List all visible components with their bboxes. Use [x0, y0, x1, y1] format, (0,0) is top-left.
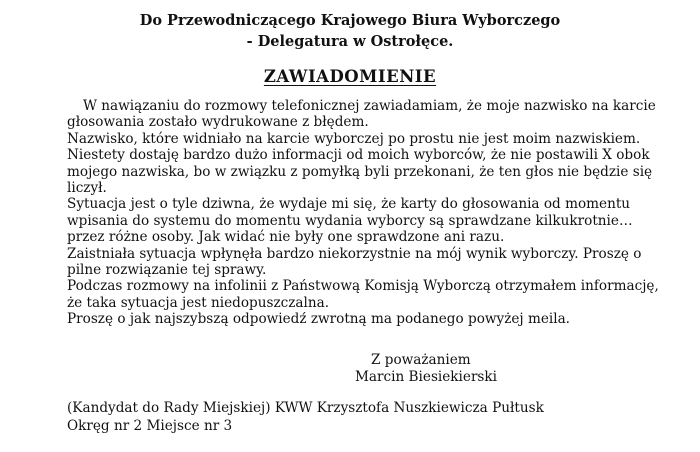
footer-candidate-line: (Kandydat do Rady Miejskiej) KWW Krzysztofa Nuszkiewicza Pułtusk — [67, 400, 544, 416]
body-line: wpisania do systemu do momentu wydania wyborcy są sprawdzane kilkukrotnie… — [67, 212, 633, 229]
body-line: liczył. — [67, 180, 107, 197]
body-line: pilne rozwiązanie tej sprawy. — [67, 262, 267, 279]
body-line: mojego nazwiska, bo w związku z pomyłką byli przekonani, że ten głos nie będzie się — [67, 163, 653, 180]
body-line: Podczas rozmowy na infolinii z Państwową Komisją Wyborczą otrzymałem informację, — [67, 278, 659, 295]
addressee-line-2: - Delegatura w Ostrołęce. — [246, 33, 454, 50]
body-line: W nawiązaniu do rozmowy telefonicznej zawiadamiam, że moje nazwisko na karcie — [83, 98, 656, 114]
body-line: Zaistniała sytuacja wpłynęła bardzo niekorzystnie na mój wynik wyborczy. Proszę o — [67, 245, 642, 262]
body-line: Sytuacja jest o tyle dziwna, że wydaje mi się, że karty do głosowania od momentu — [67, 196, 631, 213]
addressee-line-1: Do Przewodniczącego Krajowego Biura Wyborczego — [139, 12, 561, 29]
body-line: Proszę o jak najszybszą odpowiedź zwrotną ma podanego powyżej meila. — [67, 311, 570, 328]
closing-block — [355, 352, 497, 386]
footer-district-line: Okręg nr 2 Miejsce nr 3 — [67, 417, 233, 434]
body-line: Nazwisko, które widniało na karcie wyborczej po prostu nie jest moim nazwiskiem. — [67, 130, 641, 147]
letter-title: ZAWIADOMIENIE — [263, 67, 437, 86]
letter-body — [67, 98, 697, 328]
body-line: przez różne osoby. Jak widać nie były one sprawdzone ani razu. — [67, 229, 505, 246]
closing-salutation: Z poważaniem — [371, 352, 471, 368]
body-line: Niestety dostaję bardzo dużo informacji od moich wyborców, że nie postawili X obok — [67, 147, 650, 164]
footer-block — [67, 400, 544, 435]
body-line: że taka sytuacja jest niedopuszczalna. — [67, 294, 330, 311]
body-line: głosowania zostało wydrukowane z błędem. — [67, 114, 369, 131]
signatory-name: Marcin Biesiekierski — [355, 369, 497, 385]
